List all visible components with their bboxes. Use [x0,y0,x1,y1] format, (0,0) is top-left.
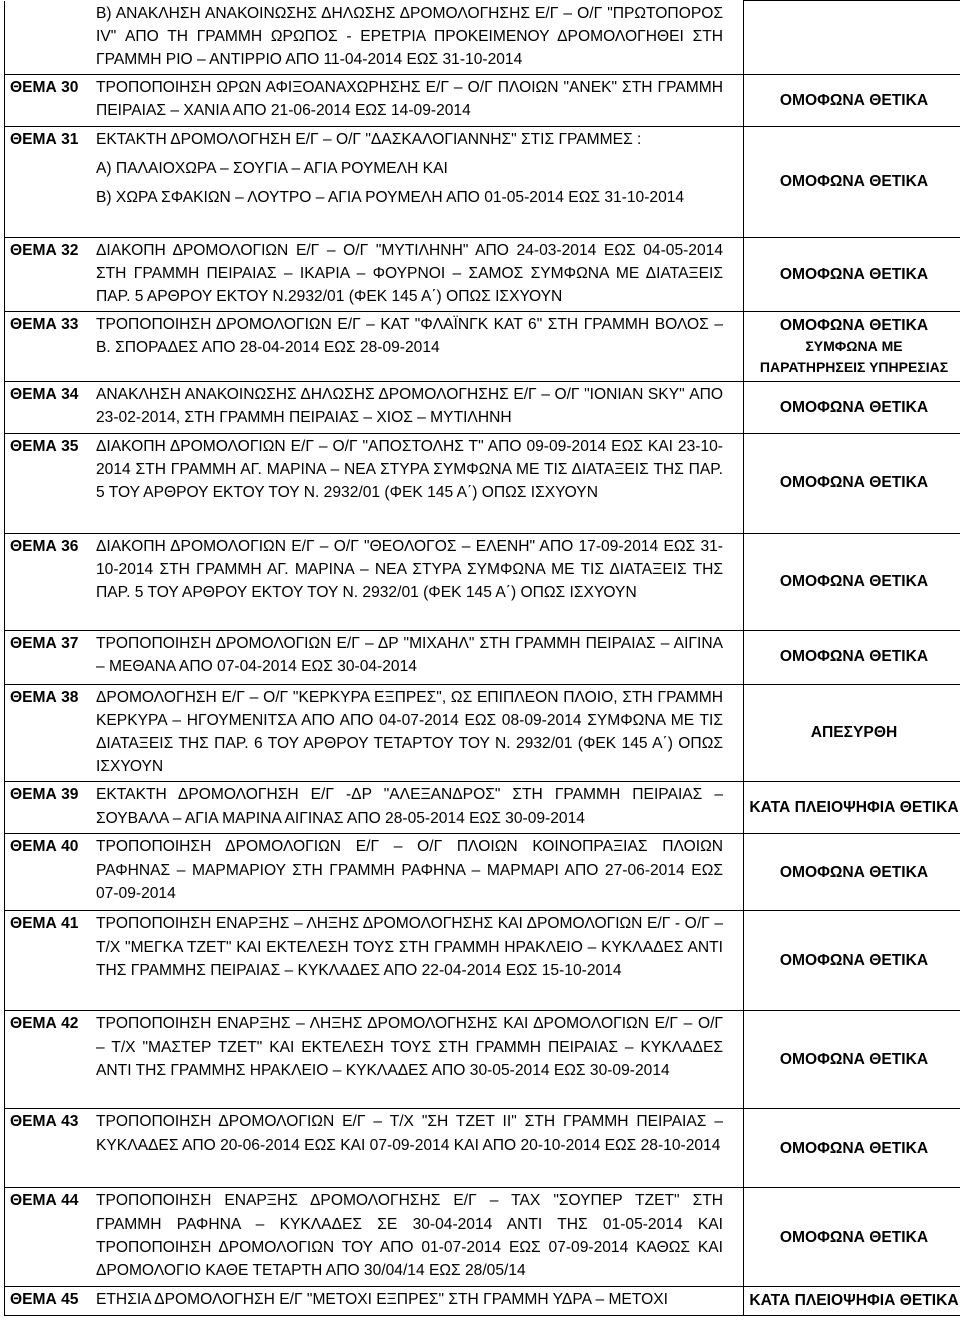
decision-result [744,312,960,382]
description-text: Β) ΑΝΑΚΛΗΣΗ ΑΝΑΚΟΙΝΩΣΗΣ ΔΗΛΩΣΗΣ ΔΡΟΜΟΛΟΓΗΣΗΣ Ε/Γ – Ο/Γ "ΠΡΩΤΟΠΟΡΟΣ IV" ΑΠΟ ΤΗ ΓΡΑΜΜΗ ΩΡΩΠΟΣ - ΕΡΕΤΡΙΑ ΠΡΟΚΕΙΜΕΝΟΥ ΔΡΟΜΟΛΟΓΗΘΕΙ ΣΤΗ ΓΡΑΜΜΗ ΡΙΟ – ΑΝΤΙΡΡΙΟ ΑΠΟ 11-04-2014 ΕΩΣ 31-10-2014 [96,4,723,68]
topic-label: ΘΕΜΑ 30 [5,75,95,126]
table-row [5,782,960,834]
topic-label: ΘΕΜΑ 43 [5,1109,95,1188]
table-row [5,75,960,126]
topic-label: ΘΕΜΑ 32 [5,237,95,312]
table-row [5,1287,960,1315]
topic-label: ΘΕΜΑ 31 [5,126,95,237]
decision-result: ΚΑΤΑ ΠΛΕΙΟΨΗΦΙΑ ΘΕΤΙΚΑ [744,1287,960,1315]
description-text: ΕΚΤΑΚΤΗ ΔΡΟΜΟΛΟΓΗΣΗ Ε/Γ – Ο/Γ "ΔΑΣΚΑΛΟΓΙΑΝΝΗΣ" ΣΤΙΣ ΓΡΑΜΜΕΣ : [96,130,642,148]
topic-description [94,433,744,533]
topic-label: ΘΕΜΑ 36 [5,533,95,630]
table-row [5,1,960,75]
decisions-table [4,0,960,1316]
topic-label: ΘΕΜΑ 37 [5,630,95,684]
table-row [5,312,960,382]
description-text: ΤΡΟΠΟΠΟΙΗΣΗ ΕΝΑΡΞΗΣ ΔΡΟΜΟΛΟΓΗΣΗΣ Ε/Γ – ΤΑΧ "ΣΟΥΠΕΡ ΤΖΕΤ" ΣΤΗ ΓΡΑΜΜΗ ΡΑΦΗΝΑ – ΚΥΚΛΑΔΕΣ ΣΕ 30-04-2014 ΑΝΤΙ ΤΗΣ 01-05-2014 ΚΑΙ ΤΡΟΠΟΠΟΙΗΣΗ ΔΡΟΜΟΛΟΓΙΩΝ ΤΟΥ ΑΠΟ 01-07-2014 ΕΩΣ 07-09-2014 ΚΑΘΩΣ ΚΑΙ ΔΡΟΜΟΛΟΓΙΟ ΚΑΘΕ ΤΕΤΑΡΤΗ ΑΠΟ 30/04/14 ΕΩΣ 28/05/14 [96,1192,723,1279]
description-text: ΔΙΑΚΟΠΗ ΔΡΟΜΟΛΟΓΙΩΝ Ε/Γ – Ο/Γ "ΑΠΟΣΤΟΛΗΣ Τ" ΑΠΟ 09-09-2014 ΕΩΣ ΚΑΙ 23-10-2014 ΣΤΗ ΓΡΑΜΜΗ ΑΓ. ΜΑΡΙΝΑ – ΝΕΑ ΣΤΥΡΑ ΣΥΜΦΩΝΑ ΜΕ ΤΙΣ ΔΙΑΤΑΞΕΙΣ ΤΗΣ ΠΑΡ. 5 ΤΟΥ ΑΡΘΡΟΥ ΕΚΤΟΥ ΤΟΥ Ν. 2932/01 (ΦΕΚ 145 Α΄) ΟΠΩΣ ΙΣΧΥΟΥΝ [96,437,723,501]
result-line: ΟΜΟΦΩΝΑ ΘΕΤΙΚΑ [779,317,929,335]
description-text: Α) ΠΑΛΑΙΟΧΩΡΑ – ΣΟΥΓΙΑ – ΑΓΙΑ ΡΟΥΜΕΛΗ ΚΑΙ [96,159,448,177]
topic-description [94,126,744,237]
decision-result: ΟΜΟΦΩΝΑ ΘΕΤΙΚΑ [744,834,960,911]
table-row [5,533,960,630]
decision-result: ΟΜΟΦΩΝΑ ΘΕΤΙΚΑ [744,126,960,237]
description-text: ΤΡΟΠΟΠΟΙΗΣΗ ΕΝΑΡΞΗΣ – ΛΗΞΗΣ ΔΡΟΜΟΛΟΓΗΣΗΣ ΚΑΙ ΔΡΟΜΟΛΟΓΙΩΝ Ε/Γ - Ο/Γ – Τ/Χ "ΜΕΓΚΑ ΤΖΕΤ" ΚΑΙ ΕΚΤΕΛΕΣΗ ΤΟΥΣ ΣΤΗ ΓΡΑΜΜΗ ΗΡΑΚΛΕΙΟ – ΚΥΚΛΑΔΕΣ ΑΝΤΙ ΤΗΣ ΓΡΑΜΜΗΣ ΠΕΙΡΑΙΑΣ – ΚΥΚΛΑΔΕΣ ΑΠΟ 22-04-2014 ΕΩΣ 15-10-2014 [96,915,723,979]
topic-description [94,312,744,382]
table-row [5,834,960,911]
description-text: ΕΚΤΑΚΤΗ ΔΡΟΜΟΛΟΓΗΣΗ Ε/Γ -ΔΡ "ΑΛΕΞΑΝΔΡΟΣ" ΣΤΗ ΓΡΑΜΜΗ ΠΕΙΡΑΙΑΣ – ΣΟΥΒΑΛΑ – ΑΓΙΑ ΜΑΡΙΝΑ ΑΙΓΙΝΑΣ ΑΠΟ 28-05-2014 ΕΩΣ 30-09-2014 [96,786,723,827]
table-row [5,911,960,1011]
decision-result: ΟΜΟΦΩΝΑ ΘΕΤΙΚΑ [744,433,960,533]
description-text: Β) ΧΩΡΑ ΣΦΑΚΙΩΝ – ΛΟΥΤΡΟ – ΑΓΙΑ ΡΟΥΜΕΛΗ ΑΠΟ 01-05-2014 ΕΩΣ 31-10-2014 [96,188,685,206]
topic-label: ΘΕΜΑ 41 [5,911,95,1011]
decision-result: ΟΜΟΦΩΝΑ ΘΕΤΙΚΑ [744,382,960,433]
decision-result: ΑΠΕΣΥΡΘΗ [744,684,960,782]
topic-description [94,1,744,75]
description-text: ΔΙΑΚΟΠΗ ΔΡΟΜΟΛΟΓΙΩΝ Ε/Γ – Ο/Γ "ΜΥΤΙΛΗΝΗ" ΑΠΟ 24-03-2014 ΕΩΣ 04-05-2014 ΣΤΗ ΓΡΑΜΜΗ ΠΕΙΡΑΙΑΣ – ΙΚΑΡΙΑ – ΦΟΥΡΝΟΙ – ΣΑΜΟΣ ΣΥΜΦΩΝΑ ΜΕ ΔΙΑΤΑΞΕΙΣ ΠΑΡ. 5 ΑΡΘΡΟΥ ΕΚΤΟΥ Ν.2932/01 (ΦΕΚ 145 Α΄) ΟΠΩΣ ΙΣΧΥΟΥΝ [96,241,723,305]
table-row [5,684,960,782]
description-text: ΤΡΟΠΟΠΟΙΗΣΗ ΕΝΑΡΞΗΣ – ΛΗΞΗΣ ΔΡΟΜΟΛΟΓΗΣΗΣ ΚΑΙ ΔΡΟΜΟΛΟΓΙΩΝ Ε/Γ – Ο/Γ – Τ/Χ "ΜΑΣΤΕΡ ΤΖΕΤ" ΚΑΙ ΕΚΤΕΛΕΣΗ ΤΟΥΣ ΣΤΗ ΓΡΑΜΜΗ ΠΕΙΡΑΙΑΣ – ΚΥΚΛΑΔΕΣ ΑΝΤΙ ΤΗΣ ΓΡΑΜΜΗΣ ΗΡΑΚΛΕΙΟ – ΚΥΚΛΑΔΕΣ ΑΠΟ 30-05-2014 ΕΩΣ 30-09-2014 [96,1015,723,1079]
topic-description [94,684,744,782]
description-text: ΤΡΟΠΟΠΟΙΗΣΗ ΔΡΟΜΟΛΟΓΙΩΝ Ε/Γ – Ο/Γ ΠΛΟΙΩΝ ΚΟΙΝΟΠΡΑΞΙΑΣ ΠΛΟΙΩΝ ΡΑΦΗΝΑΣ – ΜΑΡΜΑΡΙΟΥ ΣΤΗ ΓΡΑΜΜΗ ΡΑΦΗΝΑ – ΜΑΡΜΑΡΙ ΑΠΟ 27-06-2014 ΕΩΣ 07-09-2014 [96,838,723,902]
table-row [5,382,960,433]
topic-label: ΘΕΜΑ 35 [5,433,95,533]
topic-label: ΘΕΜΑ 45 [5,1287,95,1315]
topic-label: ΘΕΜΑ 40 [5,834,95,911]
topic-label: ΘΕΜΑ 38 [5,684,95,782]
table-row [5,433,960,533]
topic-label: ΘΕΜΑ 44 [5,1188,95,1287]
decision-result: ΟΜΟΦΩΝΑ ΘΕΤΙΚΑ [744,630,960,684]
topic-label: ΘΕΜΑ 39 [5,782,95,834]
table-row [5,237,960,312]
decision-result: ΟΜΟΦΩΝΑ ΘΕΤΙΚΑ [744,1011,960,1109]
topic-label: ΘΕΜΑ 33 [5,312,95,382]
topic-description [94,834,744,911]
topic-description [94,630,744,684]
table-row [5,630,960,684]
result-line: ΠΑΡΑΤΗΡΗΣΕΙΣ ΥΠΗΡΕΣΙΑΣ [759,359,949,376]
topic-description [94,1011,744,1109]
topic-label: ΘΕΜΑ 34 [5,382,95,433]
description-text: ΤΡΟΠΟΠΟΙΗΣΗ ΩΡΩΝ ΑΦΙΞΟΑΝΑΧΩΡΗΣΗΣ Ε/Γ – Ο/Γ ΠΛΟΙΩΝ "ΑΝΕΚ" ΣΤΗ ΓΡΑΜΜΗ ΠΕΙΡΑΙΑΣ – ΧΑΝΙΑ ΑΠΟ 21-06-2014 ΕΩΣ 14-09-2014 [96,79,723,120]
topic-description [94,75,744,126]
description-text: ΔΡΟΜΟΛΟΓΗΣΗ Ε/Γ – Ο/Γ "ΚΕΡΚΥΡΑ ΕΞΠΡΕΣ", ΩΣ ΕΠΙΠΛΕΟΝ ΠΛΟΙΟ, ΣΤΗ ΓΡΑΜΜΗ ΚΕΡΚΥΡΑ – ΗΓΟΥΜΕΝΙΤΣΑ ΑΠΟ ΑΠΟ 04-07-2014 ΕΩΣ 08-09-2014 ΣΥΜΦΩΝΑ ΜΕ ΤΙΣ ΔΙΑΤΑΞΕΙΣ ΤΗΣ ΠΑΡ. 6 ΤΟΥ ΑΡΘΡΟΥ ΤΕΤΑΡΤΟΥ ΤΟΥ Ν. 2932/01 (ΦΕΚ 145 Α΄) ΟΠΩΣ ΙΣΧΥΟΥΝ [96,688,723,776]
decision-result: ΟΜΟΦΩΝΑ ΘΕΤΙΚΑ [744,533,960,630]
table-row [5,1109,960,1188]
table-row [5,126,960,237]
decision-result [744,1,960,75]
topic-label [5,1,95,75]
description-text: ΤΡΟΠΟΠΟΙΗΣΗ ΔΡΟΜΟΛΟΓΙΩΝ Ε/Γ – ΔΡ "ΜΙΧΑΗΛ" ΣΤΗ ΓΡΑΜΜΗ ΠΕΙΡΑΙΑΣ – ΑΙΓΙΝΑ – ΜΕΘΑΝΑ ΑΠΟ 07-04-2014 ΕΩΣ 30-04-2014 [96,634,723,675]
table-row [5,1188,960,1287]
table-row [5,1011,960,1109]
topic-description [94,237,744,312]
description-text: ΤΡΟΠΟΠΟΙΗΣΗ ΔΡΟΜΟΛΟΓΙΩΝ Ε/Γ – ΚΑΤ "ΦΛΑΪΝΓΚ ΚΑΤ 6" ΣΤΗ ΓΡΑΜΜΗ ΒΟΛΟΣ – Β. ΣΠΟΡΑΔΕΣ ΑΠΟ 28-04-2014 ΕΩΣ 28-09-2014 [96,316,723,357]
result-line: ΣΥΜΦΩΝΑ ΜΕ [805,338,903,355]
description-text: ΔΙΑΚΟΠΗ ΔΡΟΜΟΛΟΓΙΩΝ Ε/Γ – Ο/Γ "ΘΕΟΛΟΓΟΣ – ΕΛΕΝΗ" ΑΠΟ 17-09-2014 ΕΩΣ 31-10-2014 ΣΤΗ ΓΡΑΜΜΗ ΑΓ. ΜΑΡΙΝΑ – ΝΕΑ ΣΤΥΡΑ ΣΥΜΦΩΝΑ ΜΕ ΤΙΣ ΔΙΑΤΑΞΕΙΣ ΤΗΣ ΠΑΡ. 5 ΤΟΥ ΑΡΘΡΟΥ ΕΚΤΟΥ ΤΟΥ Ν. 2932/01 (ΦΕΚ 145 Α΄) ΟΠΩΣ ΙΣΧΥΟΥΝ [96,537,723,601]
description-text: ΑΝΑΚΛΗΣΗ ΑΝΑΚΟΙΝΩΣΗΣ ΔΗΛΩΣΗΣ ΔΡΟΜΟΛΟΓΗΣΗΣ Ε/Γ – Ο/Γ "IONIAN SKY" ΑΠΟ 23-02-2014, ΣΤΗ ΓΡΑΜΜΗ ΠΕΙΡΑΙΑΣ – ΧΙΟΣ – ΜΥΤΙΛΗΝΗ [96,386,723,427]
topic-description [94,911,744,1011]
description-text: ΤΡΟΠΟΠΟΙΗΣΗ ΔΡΟΜΟΛΟΓΙΩΝ Ε/Γ – Τ/Χ "ΣΗ ΤΖΕΤ ΙΙ" ΣΤΗ ΓΡΑΜΜΗ ΠΕΙΡΑΙΑΣ – ΚΥΚΛΑΔΕΣ ΑΠΟ 20-06-2014 ΕΩΣ ΚΑΙ 07-09-2014 ΚΑΙ ΑΠΟ 20-10-2014 ΕΩΣ 28-10-2014 [96,1113,723,1154]
topic-description [94,782,744,834]
decision-result: ΟΜΟΦΩΝΑ ΘΕΤΙΚΑ [744,911,960,1011]
topic-description [94,1188,744,1287]
description-text: ΕΤΗΣΙΑ ΔΡΟΜΟΛΟΓΗΣΗ Ε/Γ "ΜΕΤΟΧΙ ΕΞΠΡΕΣ" ΣΤΗ ΓΡΑΜΜΗ ΥΔΡΑ – ΜΕΤΟΧΙ [96,1291,668,1309]
topic-description [94,382,744,433]
decision-result: ΚΑΤΑ ΠΛΕΙΟΨΗΦΙΑ ΘΕΤΙΚΑ [744,782,960,834]
topic-description [94,1109,744,1188]
decision-result: ΟΜΟΦΩΝΑ ΘΕΤΙΚΑ [744,237,960,312]
topic-description [94,533,744,630]
topic-description [94,1287,744,1315]
decision-result: ΟΜΟΦΩΝΑ ΘΕΤΙΚΑ [744,75,960,126]
decision-result: ΟΜΟΦΩΝΑ ΘΕΤΙΚΑ [744,1188,960,1287]
topic-label: ΘΕΜΑ 42 [5,1011,95,1109]
decision-result: ΟΜΟΦΩΝΑ ΘΕΤΙΚΑ [744,1109,960,1188]
